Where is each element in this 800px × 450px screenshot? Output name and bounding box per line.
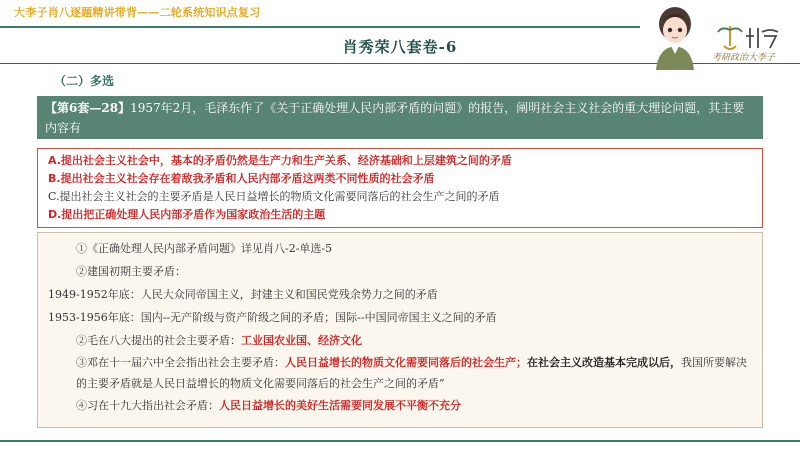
- note-line-6: [48, 352, 752, 394]
- brand-logo-text: 考研政治大李子: [712, 53, 776, 63]
- footer-divider: [0, 440, 800, 442]
- note-6-prefix: ③邓在十一届六中全会指出社会主要矛盾：: [76, 356, 285, 369]
- note-line-7: [48, 394, 752, 417]
- note-7-highlight: 人民日益增长的美好生活需要同发展不平衡不充分: [219, 399, 461, 412]
- option-b: B.提出社会主义社会存在着敌我矛盾和人民内部矛盾这两类不同性质的社会矛盾: [48, 172, 435, 185]
- note-line-4: 1953-1956年底：国内--无产阶级与资产阶级之间的矛盾；国际--中国同帝国主义之间的矛盾: [48, 311, 497, 324]
- notes-box: [37, 232, 763, 428]
- option-c: C.提出社会主义社会的主要矛盾是人民日益增长的物质文化需要同落后的社会生产之间的矛盾: [48, 190, 500, 203]
- deck-title: 肖秀荣八套卷-6: [342, 38, 458, 56]
- teacher-avatar: [644, 0, 706, 70]
- section-label: （二）多选: [54, 74, 115, 88]
- note-5-prefix: ②毛在八大提出的社会主要矛盾：: [76, 334, 241, 347]
- options-box: [37, 148, 763, 228]
- question-text: 1957年2月，毛泽东作了《关于正确处理人民内部矛盾的问题》的报告，阐明社会主义社会的重大理论问题，其主要内容有: [45, 101, 745, 135]
- question-box: [37, 96, 763, 139]
- note-6-bold: 在社会主义改造基本完成以后，: [527, 356, 681, 369]
- note-line-2: ②建国初期主要矛盾：: [76, 265, 186, 278]
- note-6-rest: 我国所要解决的主要矛盾就是人民日益增长的物质文化需要同落后的社会生产之间的矛盾”: [76, 356, 747, 390]
- note-line-5: [48, 329, 752, 352]
- question-tag: 【第6套—28】: [45, 101, 131, 115]
- header-divider: [0, 26, 640, 28]
- option-d: D.提出把正确处理人民内部矛盾作为国家政治生活的主题: [48, 208, 326, 221]
- note-7-prefix: ④习在十九大指出社会矛盾：: [76, 399, 219, 412]
- note-6-highlight: 人民日益增长的物质文化需要同落后的社会生产；: [285, 356, 527, 369]
- note-5-highlight: 工业国农业国、经济文化: [241, 334, 362, 347]
- option-a: A.提出社会主义社会中，基本的矛盾仍然是生产力和生产关系、经济基础和上层建筑之间的矛盾: [48, 154, 512, 167]
- note-line-1: ①《正确处理人民内部矛盾问题》详见肖八-2-单选-5: [76, 242, 333, 255]
- course-title: 大李子肖八逐题精讲带背——二轮系统知识点复习: [14, 6, 261, 19]
- note-line-3: 1949-1952年底：人民大众同帝国主义，封建主义和国民党残余势力之间的矛盾: [48, 288, 438, 301]
